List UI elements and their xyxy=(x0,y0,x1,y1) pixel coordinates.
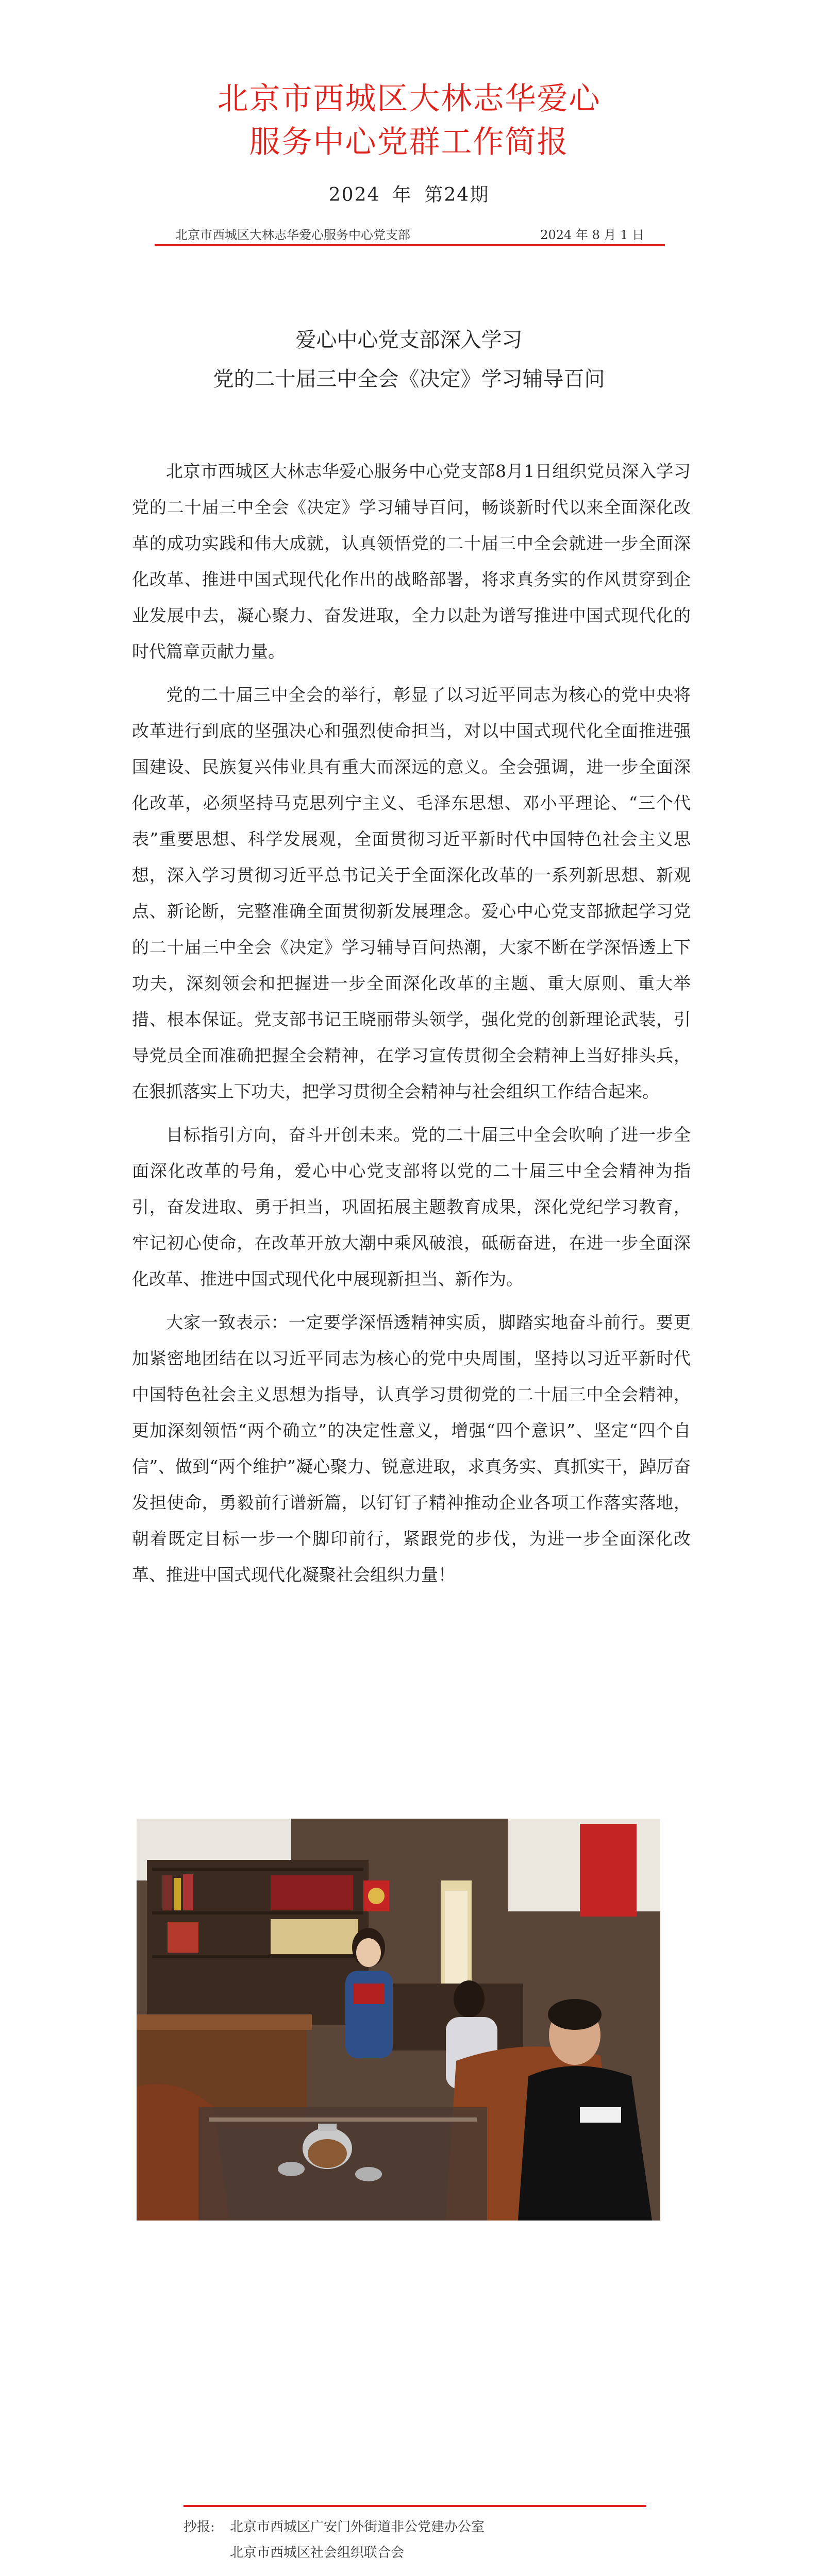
publish-date: 2024 年 8 月 1 日 xyxy=(540,228,644,242)
cc-line2: 北京市西城区社会组织联合会 xyxy=(230,2545,405,2561)
cc-block xyxy=(183,2514,646,2566)
issue-number: 第24期 xyxy=(424,184,490,206)
paragraph: 目标指引方向，奋斗开创未来。党的二十届三中全会吹响了进一步全面深化改革的号角，爱心中心党支部将以党的二十届三中全会精神为指引，奋发进取、勇于担当，巩固拓展主题教育成果，深化党纪学习教育，牢记初心使命，在改革开放大潮中乘风破浪，砥砺奋进，在进一步全面深化改革、推进中国式现代化中展现新担当、新作为。 xyxy=(132,1125,691,1289)
paragraph: 北京市西城区大林志华爱心服务中心党支部8月1日组织党员深入学习党的二十届三中全会《决定》学习辅导百问，畅谈新时代以来全面深化改革的成功实践和伟大成就，认真领悟党的二十届三中全会就进一步全面深化改革、推进中国式现代化作出的战略部署，将求真务实的作风贯穿到企业发展中去，凝心聚力、奋发进取，全力以赴为谱写推进中国式现代化的时代篇章贡献力量。 xyxy=(132,461,691,662)
masthead-title-line1: 北京市西城区大林志华爱心 xyxy=(217,81,601,117)
issue-line xyxy=(0,180,818,207)
issue-year: 2024 xyxy=(328,184,380,206)
article-title-line2: 党的二十届三中全会《决定》学习辅导百问 xyxy=(213,367,605,391)
footer-divider-top xyxy=(183,2505,646,2507)
article-body xyxy=(132,453,691,1600)
article-title xyxy=(0,320,818,399)
issue-year-unit: 年 xyxy=(392,184,412,206)
cc-line1: 北京市西城区广安门外街道非公党建办公室 xyxy=(230,2519,485,2535)
header-divider xyxy=(155,244,665,246)
publisher-name: 北京市西城区大林志华爱心服务中心党支部 xyxy=(175,228,410,242)
masthead-title xyxy=(0,77,818,164)
paragraph: 大家一致表示：一定要学深悟透精神实质，脚踏实地奋斗前行。要更加紧密地团结在以习近平同志为核心的党中央周围，坚持以习近平新时代中国特色社会主义思想为指导，认真学习贯彻党的二十届三中全会精神，更加深刻领悟“两个确立”的决定性意义，增强“四个意识”、坚定“四个自信”、做到“两个维护”凝心聚力、锐意进取，求真务实、真抓实干，踔厉奋发担使命，勇毅前行谱新篇，以钉钉子精神推动企业各项工作落实落地，朝着既定目标一步一个脚印前行，紧跟党的步伐，为进一步全面深化改革、推进中国式现代化凝聚社会组织力量！ xyxy=(132,1312,691,1585)
masthead-title-line2: 服务中心党群工作简报 xyxy=(249,124,569,160)
article-title-line1: 爱心中心党支部深入学习 xyxy=(295,328,523,352)
cc-label: 抄报: xyxy=(183,2519,215,2535)
paragraph: 党的二十届三中全会的举行，彰显了以习近平同志为核心的党中央将改革进行到底的坚强决心和强烈使命担当，对以中国式现代化全面推进强国建设、民族复兴伟业具有重大而深远的意义。全会强调，进一步全面深化改革，必须坚持马克思列宁主义、毛泽东思想、邓小平理论、“三个代表”重要思想、科学发展观，全面贯彻习近平新时代中国特色社会主义思想，深入学习贯彻习近平总书记关于全面深化改革的一系列新思想、新观点、新论断，完整准确全面贯彻新发展理念。爱心中心党支部掀起学习党的二十届三中全会《决定》学习辅导百问热潮，大家不断在学深悟透上下功夫，深刻领会和把握进一步全面深化改革的主题、重大原则、重大举措、根本保证。党支部书记王晓丽带头领学，强化党的创新理论武装，引导党员全面准确把握全会精神，在学习宣传贯彻全会精神上当好排头兵，在狠抓落实上下功夫，把学习贯彻全会精神与社会组织工作结合起来。 xyxy=(132,685,691,1101)
meeting-photo xyxy=(137,1819,660,2221)
